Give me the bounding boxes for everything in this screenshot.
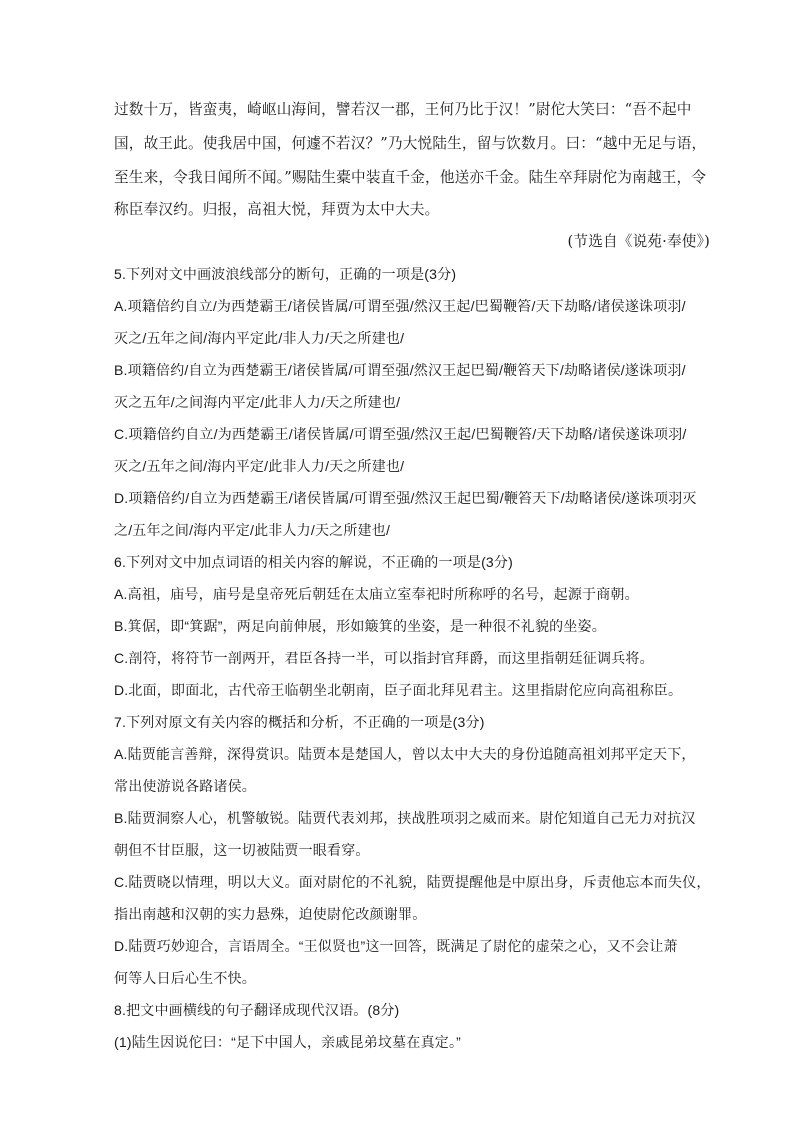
q5-option-b-line-2: 灭之五年/之间海内平定/此非人力/天之所建也/: [114, 394, 401, 410]
q7-option-d-line-2: 何等人日后心生不快。: [114, 970, 256, 986]
q5-option-d-line-1: D.项籍倍约/自立为西楚霸王/诸侯皆属/可谓至强/然汉王起巴蜀/鞭笞天下/劫略诸侯/遂诛项羽灭: [114, 490, 697, 506]
q7-option-c-line-1: C.陆贾晓以情理，明以大义。面对尉佗的不礼貌，陆贾提醒他是中原出身，斥责他忘本而失仪，: [114, 874, 711, 890]
q7-option-a-line-2: 常出使游说各路诸侯。: [114, 778, 256, 794]
q6-option-c: C.剖符，将符节一剖两开，君臣各持一半，可以指封官拜爵，而这里指朝廷征调兵将。: [114, 650, 654, 666]
q5-option-a-line-1: A.项籍倍约自立/为西楚霸王/诸侯皆属/可谓至强/然汉王起/巴蜀鞭笞/天下劫略/诸侯遂诛项羽/: [114, 298, 686, 314]
q6-stem: 6.下列对文中加点词语的相关内容的解说，不正确的一项是(3分): [114, 554, 513, 570]
q7-stem: 7.下列对原文有关内容的概括和分析，不正确的一项是(3分): [114, 714, 485, 730]
q5-stem: 5.下列对文中画波浪线部分的断句，正确的一项是(3分): [114, 266, 457, 282]
q5-option-d-line-2: 之/五年之间/海内平定/此非人力/天之所建也/: [114, 522, 391, 538]
q7-option-d-line-1: D.陆贾巧妙迎合，言语周全。“王似贤也”这一回答，既满足了尉佗的虚荣之心，又不会让萧: [114, 938, 678, 954]
q7-option-c-line-2: 指出南越和汉朝的实力悬殊，迫使尉佗改颜谢罪。: [114, 906, 427, 922]
passage-line-2: 国，故王此。使我居中国，何遽不若汉？”乃大悦陆生，留与饮数月。曰：“越中无足与语，: [114, 135, 707, 152]
q5-option-b-line-1: B.项籍倍约/自立为西楚霸王/诸侯皆属/可谓至强/然汉王起巴蜀/鞭笞天下/劫略诸侯/遂诛项羽/: [114, 362, 686, 378]
q5-option-a-line-2: 灭之/五年之间/海内平定此/非人力/天之所建也/: [114, 330, 405, 346]
q7-option-b-line-2: 朝但不甘臣服，这一切被陆贾一眼看穿。: [114, 842, 370, 858]
passage-line-4: 称臣奉汉约。归报，高祖大悦，拜贾为太中大夫。: [114, 201, 440, 218]
q6-option-d: D.北面，即面北，古代帝王临朝坐北朝南，臣子面北拜见君主。这里指尉佗应向高祖称臣。: [114, 682, 683, 698]
q5-option-c-line-2: 灭之/五年之间/海内平定/此非人力/天之所建也/: [114, 458, 405, 474]
q7-option-a-line-1: A.陆贾能言善辩，深得赏识。陆贾本是楚国人，曾以太中大夫的身份追随高祖刘邦平定天下，: [114, 746, 696, 762]
q5-option-c-line-1: C.项籍倍约自立/为西楚霸王/诸侯皆属/可谓至强/然汉王起/巴蜀鞭笞/天下劫略/诸侯遂诛项羽/: [114, 426, 687, 442]
q8-stem: 8.把文中画横线的句子翻译成现代汉语。(8分): [114, 1002, 400, 1018]
passage-source: (节选自《说苑·奉使》): [567, 233, 710, 250]
q7-option-b-line-1: B.陆贾洞察人心，机警敏锐。陆贾代表刘邦，挟战胜项羽之威而来。尉佗知道自己无力对抗汉: [114, 810, 696, 826]
passage-line-1: 过数十万，皆蛮夷，崎岖山海间，譬若汉一郡，王何乃比于汉！”尉佗大笑曰：“吾不起中: [114, 101, 692, 118]
q6-option-b: B.箕倨，即“箕踞”，两足向前伸展，形如簸箕的坐姿，是一种很不礼貌的坐姿。: [114, 618, 606, 634]
q8-sub-1: (1)陆生因说佗曰：“足下中国人，亲戚昆弟坟墓在真定。”: [114, 1034, 462, 1050]
passage-line-3: 至生来，令我日闻所不闻。”赐陆生橐中装直千金，他送亦千金。陆生卒拜尉佗为南越王，令: [114, 169, 707, 186]
q6-option-a: A.高祖，庙号，庙号是皇帝死后朝廷在太庙立室奉祀时所称呼的名号，起源于商朝。: [114, 586, 639, 602]
